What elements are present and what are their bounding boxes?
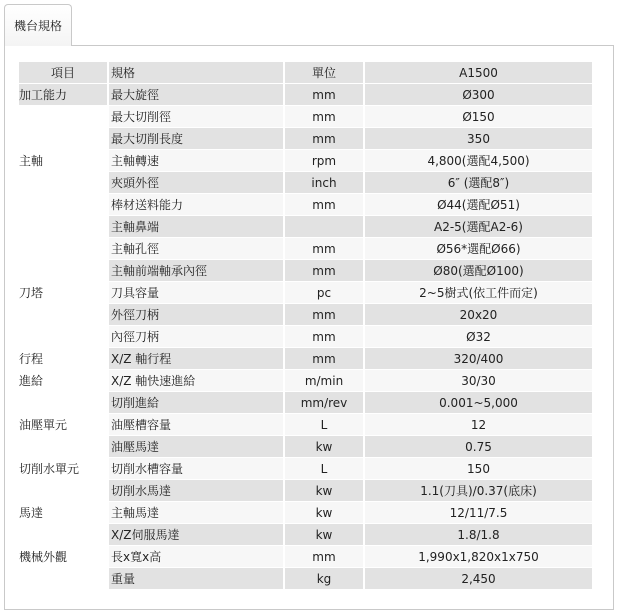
row-value: 6″ (選配8″) (364, 172, 592, 194)
table-row (19, 238, 592, 260)
row-group-label (19, 304, 108, 326)
table-row (19, 524, 592, 546)
row-value: Ø300 (364, 84, 592, 106)
table-row (19, 502, 592, 524)
row-group-label (19, 392, 108, 414)
row-value: Ø56*選配Ø66) (364, 238, 592, 260)
row-unit: mm (284, 260, 364, 282)
row-spec-name: X/Z伺服馬達 (108, 524, 284, 546)
row-value: 12/11/7.5 (364, 502, 592, 524)
table-row (19, 458, 592, 480)
row-spec-name: 主軸轉速 (108, 150, 284, 172)
row-spec-name: 主軸馬達 (108, 502, 284, 524)
spec-table (19, 62, 592, 590)
row-unit: inch (284, 172, 364, 194)
row-spec-name: 主軸孔徑 (108, 238, 284, 260)
table-header-row (19, 62, 592, 84)
row-group-label (19, 436, 108, 458)
row-value: 0.001~5,000 (364, 392, 592, 414)
row-unit: kw (284, 436, 364, 458)
row-spec-name: 重量 (108, 568, 284, 590)
row-group-label: 油壓單元 (19, 414, 108, 436)
row-unit: mm (284, 84, 364, 106)
table-row (19, 568, 592, 590)
row-value: 2,450 (364, 568, 592, 590)
row-unit: mm/rev (284, 392, 364, 414)
row-unit: L (284, 414, 364, 436)
table-row (19, 304, 592, 326)
table-row (19, 282, 592, 304)
row-value: 150 (364, 458, 592, 480)
table-row (19, 150, 592, 172)
table-row (19, 546, 592, 568)
row-unit: mm (284, 326, 364, 348)
row-unit: mm (284, 238, 364, 260)
row-value: Ø44(選配Ø51) (364, 194, 592, 216)
row-spec-name: 夾頭外徑 (108, 172, 284, 194)
row-group-label (19, 524, 108, 546)
row-group-label (19, 238, 108, 260)
row-spec-name: 外徑刀柄 (108, 304, 284, 326)
table-row (19, 348, 592, 370)
row-group-label: 馬達 (19, 502, 108, 524)
row-spec-name: 最大切削長度 (108, 128, 284, 150)
row-value: 1.8/1.8 (364, 524, 592, 546)
table-row (19, 370, 592, 392)
table-row (19, 392, 592, 414)
row-group-label: 加工能力 (19, 84, 108, 106)
row-value: 1,990x1,820x1x750 (364, 546, 592, 568)
row-spec-name: 切削水馬達 (108, 480, 284, 502)
row-group-label (19, 172, 108, 194)
row-unit: kw (284, 502, 364, 524)
row-unit: mm (284, 546, 364, 568)
header-model: A1500 (364, 62, 592, 84)
row-unit: pc (284, 282, 364, 304)
row-unit: mm (284, 128, 364, 150)
row-unit: mm (284, 194, 364, 216)
row-value: 350 (364, 128, 592, 150)
row-group-label: 主軸 (19, 150, 108, 172)
table-row (19, 436, 592, 458)
row-group-label (19, 568, 108, 590)
row-value: 30/30 (364, 370, 592, 392)
row-spec-name: 棒材送料能力 (108, 194, 284, 216)
table-row (19, 414, 592, 436)
row-group-label: 切削水單元 (19, 458, 108, 480)
row-spec-name: 切削進給 (108, 392, 284, 414)
row-unit: L (284, 458, 364, 480)
row-value: 320/400 (364, 348, 592, 370)
row-unit (284, 216, 364, 238)
table-row (19, 260, 592, 282)
row-unit: mm (284, 304, 364, 326)
header-unit: 單位 (284, 62, 364, 84)
row-spec-name: X/Z 軸行程 (108, 348, 284, 370)
row-value: A2-5(選配A2-6) (364, 216, 592, 238)
row-unit: mm (284, 106, 364, 128)
row-spec-name: 主軸鼻端 (108, 216, 284, 238)
row-value: 12 (364, 414, 592, 436)
row-spec-name: 油壓馬達 (108, 436, 284, 458)
row-group-label: 行程 (19, 348, 108, 370)
table-row (19, 84, 592, 106)
row-value: Ø150 (364, 106, 592, 128)
table-row (19, 216, 592, 238)
row-group-label (19, 260, 108, 282)
table-row (19, 128, 592, 150)
header-item: 項目 (19, 62, 108, 84)
row-spec-name: X/Z 軸快速進給 (108, 370, 284, 392)
row-group-label: 刀塔 (19, 282, 108, 304)
row-value: Ø80(選配Ø100) (364, 260, 592, 282)
row-unit: kw (284, 480, 364, 502)
row-spec-name: 內徑刀柄 (108, 326, 284, 348)
row-unit: kg (284, 568, 364, 590)
row-value: 2~5樹式(依工件而定) (364, 282, 592, 304)
row-spec-name: 長x寬x高 (108, 546, 284, 568)
row-group-label (19, 326, 108, 348)
row-group-label (19, 480, 108, 502)
row-group-label (19, 106, 108, 128)
row-unit: kw (284, 524, 364, 546)
row-value: 4,800(選配4,500) (364, 150, 592, 172)
table-row (19, 172, 592, 194)
row-spec-name: 刀具容量 (108, 282, 284, 304)
row-value: 0.75 (364, 436, 592, 458)
row-group-label: 機械外觀 (19, 546, 108, 568)
row-spec-name: 切削水槽容量 (108, 458, 284, 480)
row-group-label: 進給 (19, 370, 108, 392)
table-row (19, 194, 592, 216)
table-row (19, 326, 592, 348)
row-unit: rpm (284, 150, 364, 172)
row-unit: m/min (284, 370, 364, 392)
row-spec-name: 主軸前端軸承內徑 (108, 260, 284, 282)
row-unit: mm (284, 348, 364, 370)
spec-table-body (19, 84, 592, 590)
row-spec-name: 油壓槽容量 (108, 414, 284, 436)
table-row (19, 480, 592, 502)
row-value: 1.1(刀具)/0.37(底床) (364, 480, 592, 502)
header-spec: 規格 (108, 62, 284, 84)
row-group-label (19, 216, 108, 238)
row-value: 20x20 (364, 304, 592, 326)
row-value: Ø32 (364, 326, 592, 348)
row-spec-name: 最大旋徑 (108, 84, 284, 106)
table-row (19, 106, 592, 128)
tab-machine-specs[interactable]: 機台規格 (4, 4, 72, 46)
spec-panel (4, 45, 614, 610)
row-spec-name: 最大切削徑 (108, 106, 284, 128)
row-group-label (19, 128, 108, 150)
row-group-label (19, 194, 108, 216)
